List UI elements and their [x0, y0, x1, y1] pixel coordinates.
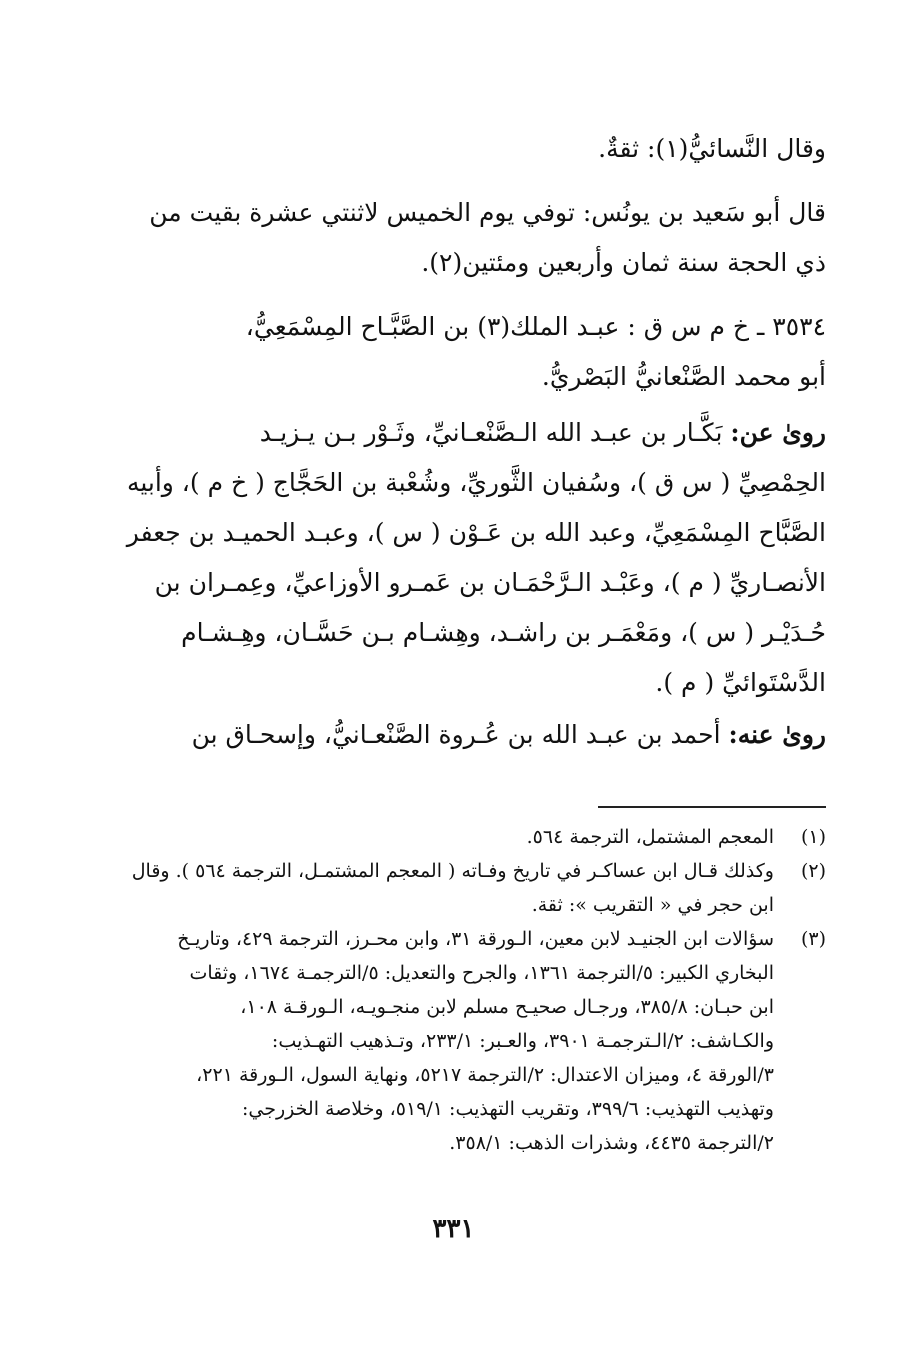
death-date-paragraph [120, 188, 826, 288]
footnote-1 [120, 820, 826, 854]
text-segment: أحمد بن عبـد الله بن عُـروة الصَّنْعـانيُّ، وإسحـاق بن [191, 720, 721, 749]
footnotes [120, 820, 826, 1160]
footnote-number: (١) [800, 826, 826, 848]
text-line [120, 710, 826, 760]
text-line [120, 408, 826, 458]
text-line: ابن حبـان: ٣٨٥/٨، ورجـال صحيـح مسلم لابن منجـويـه، الـورقـة ١٠٨، [240, 996, 774, 1018]
narrated-from-label: روىٰ عن: [730, 418, 826, 447]
footnote-number: (٢) [800, 860, 826, 882]
page-number: ٣٣١ [432, 1214, 475, 1244]
text-line: الصَّبَّاح المِسْمَعِيِّ، وعبد الله بن عَـوْن ( س )، وعبـد الحميـد بن جعفر [126, 518, 826, 547]
text-line: والكـاشف: ٢/الـترجمـة ٣٩٠١، والعـبر: ٢٣٣/١، وتـذهيب التهـذيب: [271, 1030, 774, 1052]
text-line: وكذلك قـال ابن عساكـر في تاريخ وفـاته ( المعجم المشتمـل، الترجمة ٥٦٤ ). وقال [131, 860, 774, 882]
text-line: الدَّسْتَوائيِّ ( م ). [655, 668, 826, 697]
text-line: ذي الحجة سنة ثمان وأربعين ومئتين(٢). [421, 248, 826, 277]
text-line: قال أبو سَعيد بن يونُس: توفي يوم الخميس لاثنتي عشرة بقيت من [149, 198, 826, 227]
narrated-from-paragraph [120, 408, 826, 708]
footnote-2 [120, 854, 826, 922]
narrated-by-paragraph [120, 710, 826, 760]
text-line: وقال النَّسائيُّ(١): ثقةٌ. [598, 134, 826, 163]
text-line: سؤالات ابن الجنيـد لابن معين، الـورقة ٣١، وابن محـرز، الترجمة ٤٢٩، وتاريـخ [177, 928, 774, 950]
text-line: أبو محمد الصَّنْعانيُّ البَصْريُّ. [541, 362, 826, 391]
text-segment: بَكَّـار بن عبـد الله الـصَّنْعـانيِّ، وثَـوْر بـن يـزيـد [259, 418, 723, 447]
footnote-separator [598, 806, 826, 808]
entry-heading [120, 302, 826, 402]
text-line: ٣/الورقة ٤، وميزان الاعتدال: ٢/الترجمة ٥٢١٧، ونهاية السول، الـورقة ٢٢١، [196, 1064, 774, 1086]
narrated-by-label: روىٰ عنه: [728, 720, 826, 749]
nasai-statement [120, 124, 826, 174]
text-line: المعجم المشتمل، الترجمة ٥٦٤. [526, 826, 774, 848]
text-line: ابن حجر في « التقريب »: ثقة. [531, 894, 774, 916]
text-line: ٢/الترجمة ٤٤٣٥، وشذرات الذهب: ٣٥٨/١. [449, 1132, 774, 1154]
footnote-number: (٣) [800, 928, 826, 950]
text-line: وتهذيب التهذيب: ٣٩٩/٦، وتقريب التهذيب: ٥١٩/١، وخلاصة الخزرجي: [242, 1098, 774, 1120]
text-line: الحِمْصِيِّ ( س ق )، وسُفيان الثَّوريِّ، وشُعْبة بن الحَجَّاج ( خ م )، وأبيه [126, 468, 826, 497]
text-line: الأنصـاريِّ ( م )، وعَبْـد الـرَّحْمَـان بن عَمـرو الأوزاعيِّ، وعِمـران بن [154, 568, 826, 597]
text-line: حُـدَيْـر ( س )، ومَعْمَـر بن راشـد، وهِشـام بـن حَسَّـان، وهِـشـام [181, 618, 826, 647]
footnote-3 [120, 922, 826, 1160]
text-line: البخاري الكبير: ٥/الترجمة ١٣٦١، والجرح والتعديل: ٥/الترجمـة ١٦٧٤، وثقات [189, 962, 774, 984]
text-line: ٣٥٣٤ ـ خ م س ق : عبـد الملك(٣) بن الصَّبَّـاح المِسْمَعِيُّ، [245, 312, 826, 341]
